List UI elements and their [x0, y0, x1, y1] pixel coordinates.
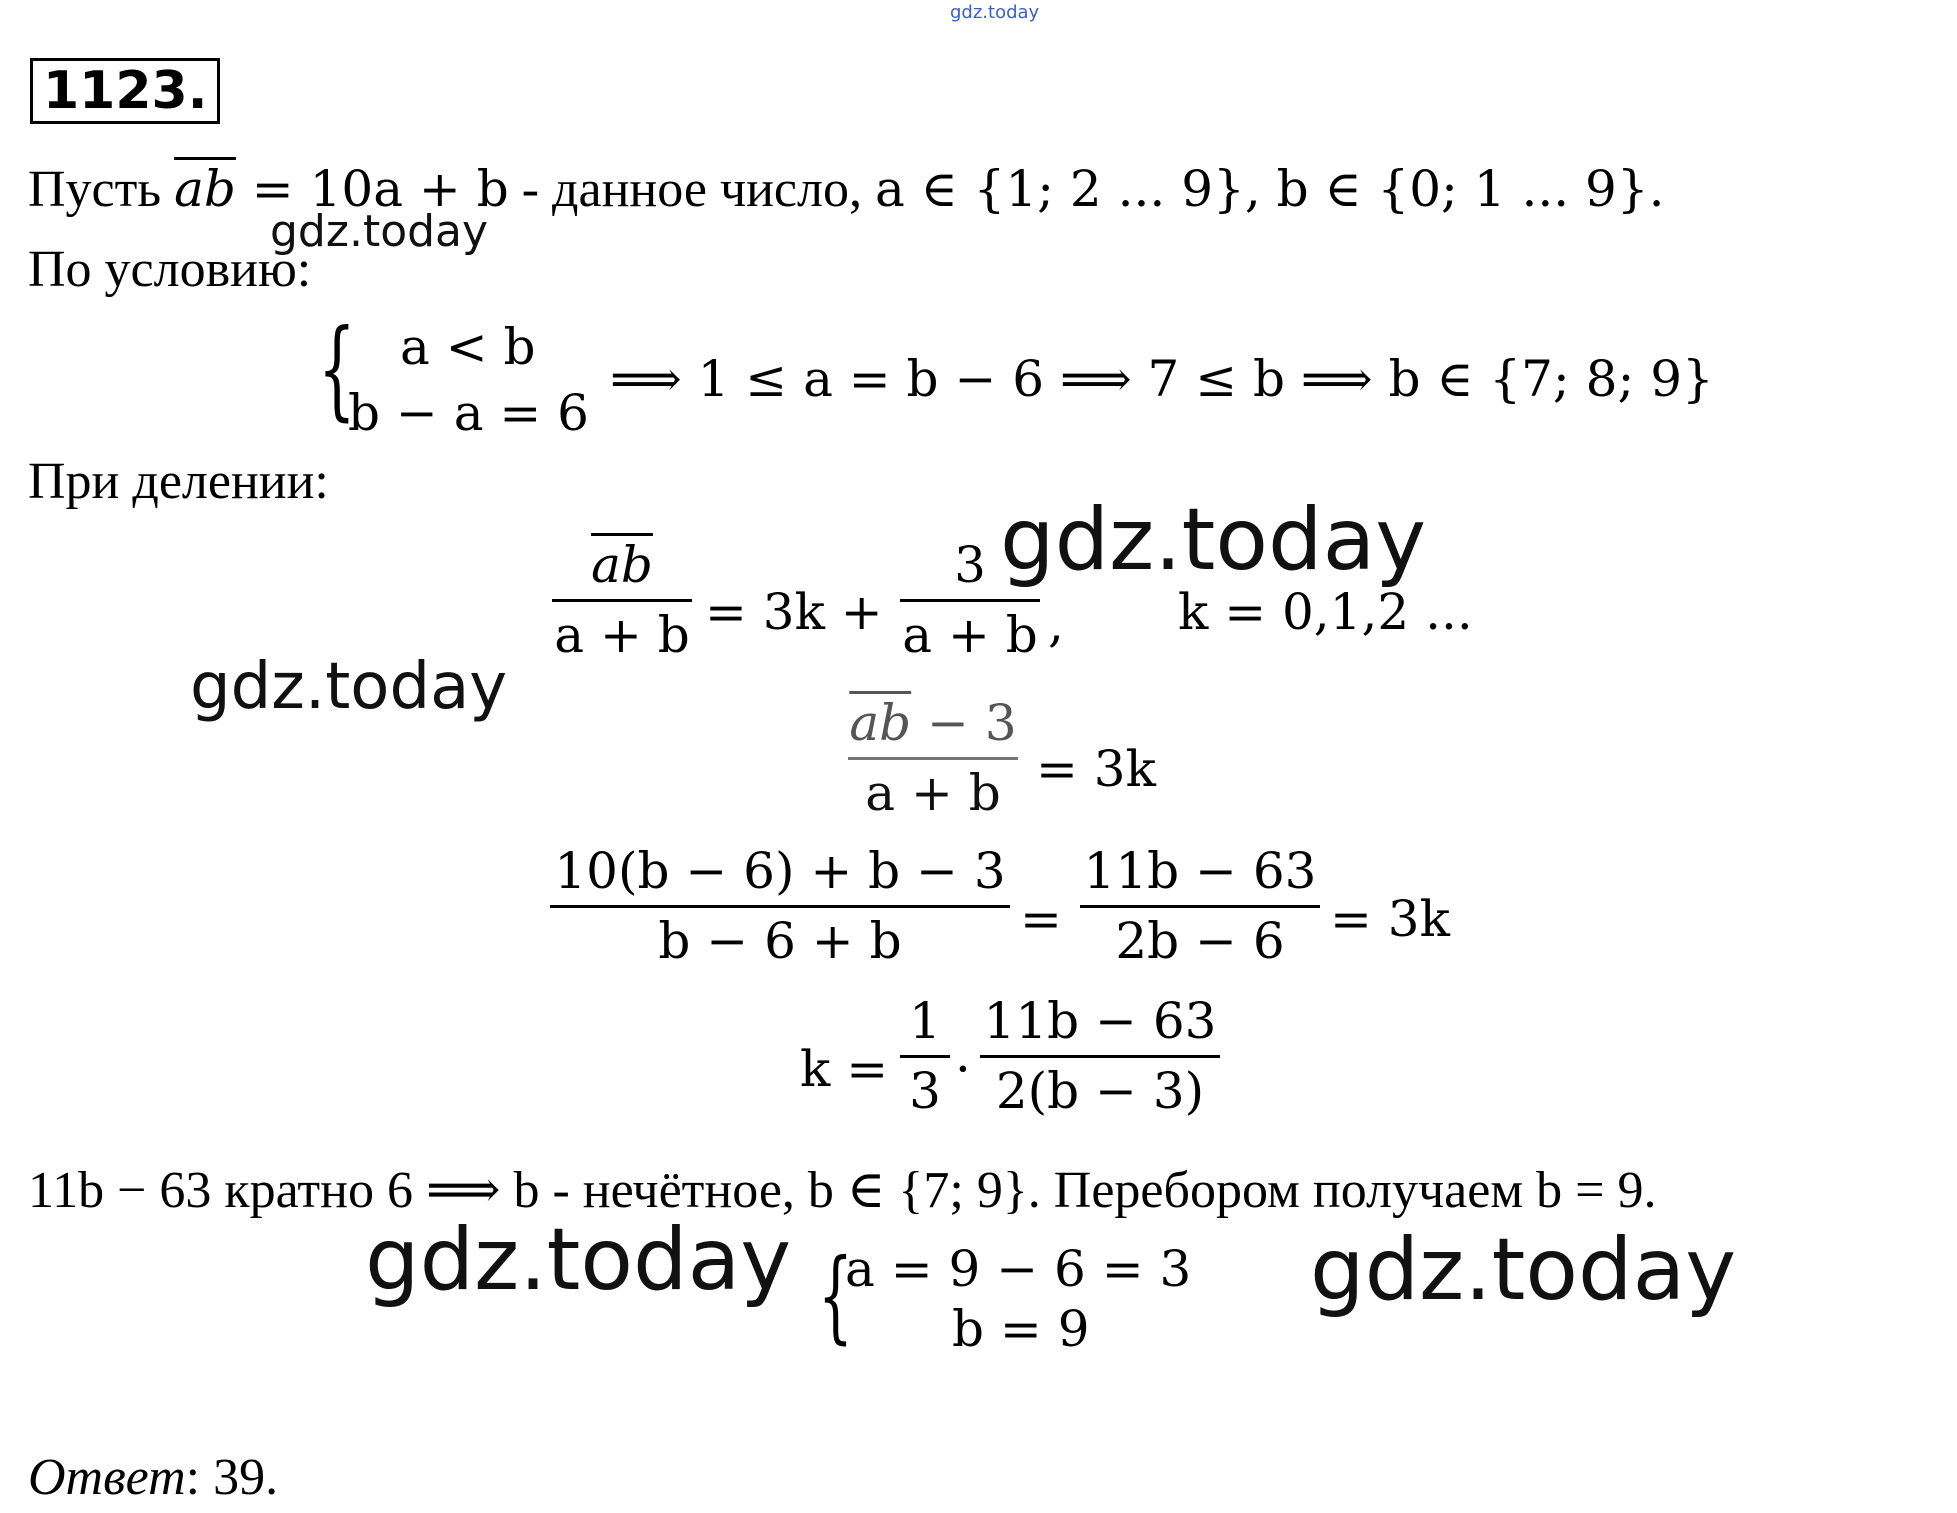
- frac1: [552, 538, 692, 663]
- frac1-den: a + b: [554, 606, 690, 664]
- watermark-3: gdz.today: [190, 650, 508, 724]
- answer-label: Ответ: [28, 1449, 186, 1506]
- frac6: [900, 994, 950, 1119]
- answer-value: : 39.: [185, 1449, 279, 1506]
- frac7: [980, 994, 1220, 1119]
- conclusion-line: 11b − 63 кратно 6 ⟹ b - нечётное, b ∈ {7; 9}. Перебором получаем b = 9.: [28, 1162, 1657, 1219]
- frac2-num: 3: [954, 536, 986, 594]
- frac7-bar: [980, 1055, 1220, 1058]
- system1-top: a < b: [400, 318, 536, 376]
- watermark-5: gdz.today: [1310, 1220, 1737, 1320]
- eq1-comma: ,: [1048, 595, 1064, 653]
- intro-eq: = 10a + b: [235, 160, 509, 218]
- frac6-den: 3: [909, 1062, 941, 1120]
- system1-bottom: b − a = 6: [348, 384, 589, 442]
- frac3-bar: [848, 757, 1018, 760]
- intro-text: - данное число,: [508, 161, 875, 218]
- system2-top: a = 9 − 6 = 3: [845, 1240, 1192, 1298]
- frac3-num-rest: − 3: [911, 694, 1017, 752]
- frac5-bar: [1080, 905, 1320, 908]
- frac5-den: 2b − 6: [1115, 912, 1285, 970]
- frac4: [550, 844, 1010, 969]
- intro-prefix: Пусть: [28, 161, 175, 218]
- problem-number: [30, 58, 220, 124]
- eq3-mid: =: [1020, 890, 1062, 948]
- watermark-2: gdz.today: [1000, 490, 1427, 590]
- header-watermark: gdz.today: [950, 2, 1040, 23]
- frac1-bar: [552, 599, 692, 602]
- frac7-den: 2(b − 3): [995, 1062, 1205, 1120]
- watermark-1: gdz.today: [270, 206, 489, 257]
- system1-brace: {: [318, 307, 356, 432]
- frac4-num: 10(b − 6) + b − 3: [554, 842, 1006, 900]
- frac3: [848, 696, 1018, 821]
- eq1-mid: = 3k +: [705, 583, 883, 641]
- frac1-num: $\overline{ab}$: [591, 536, 653, 594]
- eq2-rhs: = 3k: [1036, 740, 1156, 798]
- problem-number-text: 1123.: [43, 61, 208, 121]
- intro-sets: a ∈ {1; 2 ... 9}, b ∈ {0; 1 ... 9}.: [874, 160, 1665, 218]
- condition-label: По условию:: [28, 241, 312, 298]
- k-lhs: k =: [800, 1040, 889, 1098]
- system2-brace: {: [818, 1237, 853, 1354]
- frac2-bar: [900, 599, 1040, 602]
- frac3-num-ab: $\overline{ab}$: [849, 694, 912, 752]
- frac4-den: b − 6 + b: [658, 912, 902, 970]
- division-label: При делении:: [28, 453, 329, 510]
- frac5-num: 11b − 63: [1083, 842, 1317, 900]
- frac3-den: a + b: [865, 764, 1001, 822]
- dot: ·: [955, 1040, 971, 1098]
- frac3-num: [849, 696, 1016, 751]
- frac2-den: a + b: [902, 606, 1038, 664]
- watermark-4: gdz.today: [365, 1210, 792, 1310]
- frac4-bar: [550, 905, 1010, 908]
- system1-rest: ⟹ 1 ≤ a = b − 6 ⟹ 7 ≤ b ⟹ b ∈ {7; 8; 9}: [610, 350, 1714, 408]
- frac5: [1080, 844, 1320, 969]
- eq3-rhs: = 3k: [1330, 890, 1450, 948]
- answer-line: [28, 1448, 278, 1507]
- frac6-bar: [900, 1055, 950, 1058]
- intro-ab: $\overline{ab}$: [174, 160, 236, 218]
- system2-bottom: b = 9: [952, 1300, 1090, 1358]
- frac6-num: 1: [909, 992, 941, 1050]
- frac7-num: 11b − 63: [983, 992, 1217, 1050]
- k-values: k = 0,1,2 ...: [1178, 583, 1473, 641]
